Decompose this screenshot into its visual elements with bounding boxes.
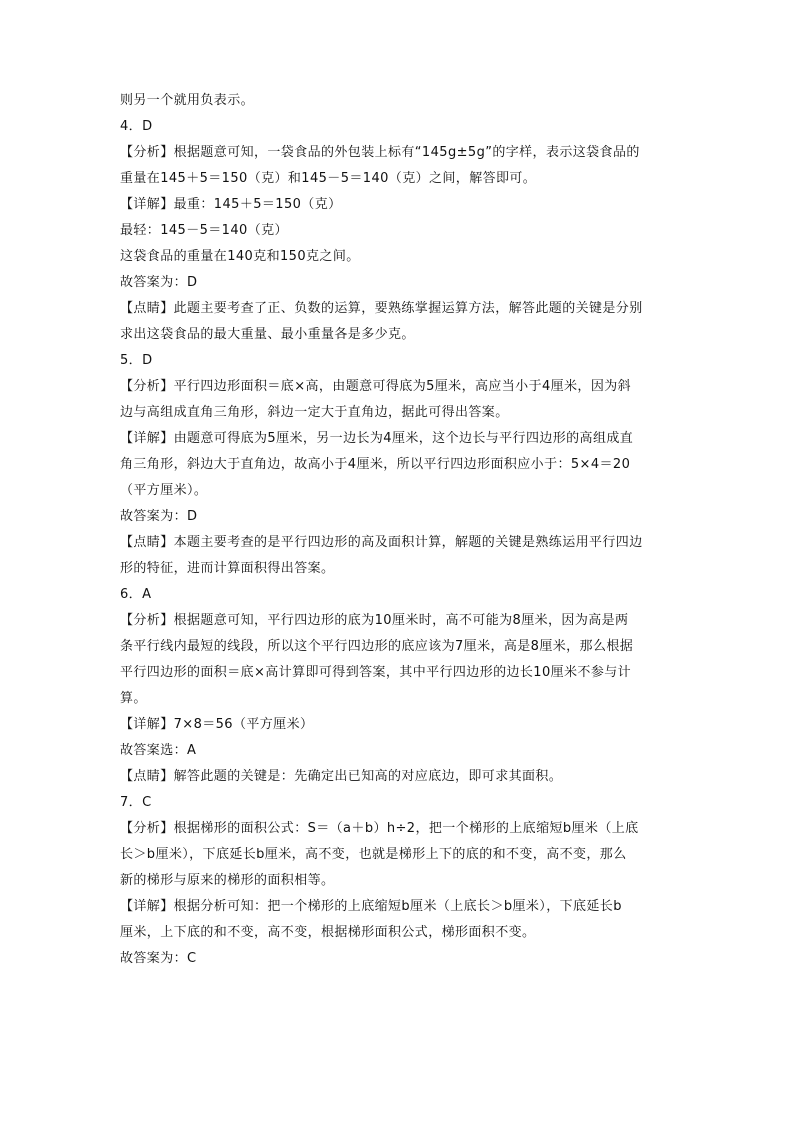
answer-text: 故答案选：A [120, 743, 197, 758]
detail-text: 【详解】由题意可得底为5厘米，另一边长为4厘米，这个边长与平行四边形的高组成直 [120, 431, 634, 446]
question-number: 6．A [120, 587, 152, 602]
comment-text: 【点睛】解答此题的关键是：先确定出已知高的对应底边，即可求其面积。 [120, 769, 563, 784]
analysis-text: 新的梯形与原来的梯形的面积相等。 [120, 873, 335, 888]
analysis-text: 重量在145＋5＝150（克）和145－5＝140（克）之间，解答即可。 [120, 171, 537, 186]
analysis-text: 条平行线内最短的线段，所以这个平行四边形的底应该为7厘米，高是8厘米，那么根据 [120, 639, 634, 654]
analysis-text: 【分析】根据题意可知，平行四边形的底为10厘米时，高不可能为8厘米，因为高是两 [120, 613, 629, 628]
analysis-text: 【分析】平行四边形面积＝底×高，由题意可得底为5厘米，高应当小于4厘米，因为斜 [120, 379, 632, 394]
question-number: 5．D [120, 353, 153, 368]
comment-text: 求出这袋食品的最大重量、最小重量各是多少克。 [120, 327, 415, 342]
comment-text: 【点睛】此题主要考查了正、负数的运算，要熟练掌握运算方法，解答此题的关键是分别 [120, 301, 643, 316]
detail-text: 最轻：145－5＝140（克） [120, 223, 288, 238]
detail-text: 【详解】最重：145＋5＝150（克） [120, 197, 342, 212]
answer-text: 故答案为：D [120, 509, 198, 524]
question-number: 7．C [120, 795, 152, 810]
analysis-text: 长＞b厘米），下底延长b厘米，高不变，也就是梯形上下的底的和不变，高不变，那么 [120, 847, 627, 862]
detail-text: 厘米，上下底的和不变，高不变，根据梯形面积公式，梯形面积不变。 [120, 925, 536, 940]
detail-text: 【详解】7×8＝56（平方厘米） [120, 717, 314, 732]
detail-text: 这袋食品的重量在140克和150克之间。 [120, 249, 360, 264]
detail-text: 角三角形，斜边大于直角边，故高小于4厘米，所以平行四边形面积应小于：5×4＝20 [120, 457, 631, 472]
analysis-text: 【分析】根据梯形的面积公式：S＝（a＋b）h÷2，把一个梯形的上底缩短b厘米（上底 [120, 821, 639, 836]
detail-text: 【详解】根据分析可知：把一个梯形的上底缩短b厘米（上底长＞b厘米），下底延长b [120, 899, 622, 914]
analysis-text: 【分析】根据题意可知，一袋食品的外包装上标有“145g±5g”的字样，表示这袋食品的 [120, 145, 640, 160]
detail-text: （平方厘米）。 [120, 483, 208, 498]
analysis-text: 边与高组成直角三角形，斜边一定大于直角边，据此可得出答案。 [120, 405, 509, 420]
document-body [120, 88, 680, 972]
answer-text: 故答案为：D [120, 275, 198, 290]
analysis-text: 平行四边形的面积＝底×高计算即可得到答案，其中平行四边形的边长10厘米不参与计 [120, 665, 632, 680]
analysis-text: 算。 [120, 691, 147, 706]
question-number: 4．D [120, 119, 153, 134]
comment-text: 形的特征，进而计算面积得出答案。 [120, 561, 335, 576]
comment-text: 【点睛】本题主要考查的是平行四边形的高及面积计算，解题的关键是熟练运用平行四边 [120, 535, 643, 550]
answer-text: 故答案为：C [120, 951, 197, 966]
text-line: 则另一个就用负表示。 [120, 93, 255, 108]
